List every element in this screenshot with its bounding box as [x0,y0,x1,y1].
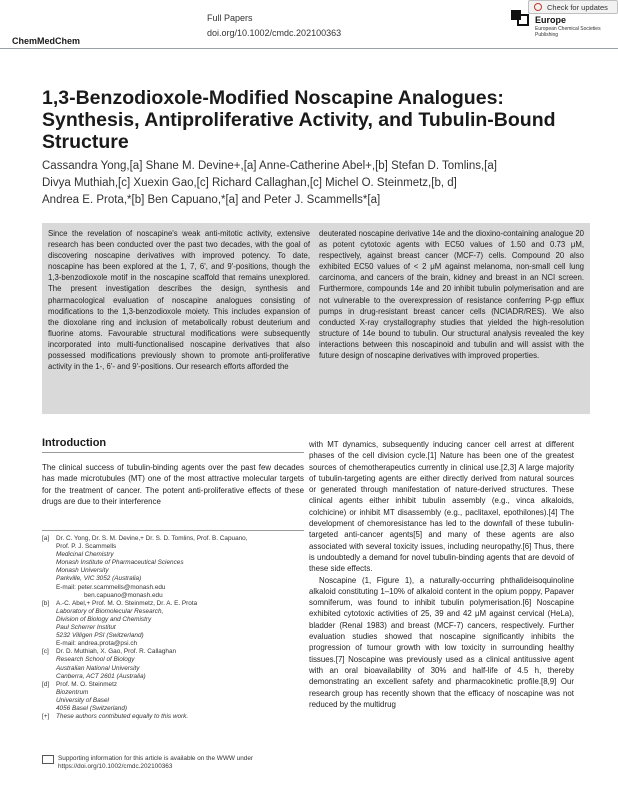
doi-link[interactable]: doi.org/10.1002/cmdc.202100363 [207,28,342,38]
affiliation-line: Australian National University [56,664,140,672]
affiliation-line: Canberra, ACT 2601 (Australia) [56,672,146,680]
affiliation-entry [42,713,304,721]
journal-name: ChemMedChem [12,36,81,46]
affiliation-line: University of Basel [56,696,109,704]
author-list [42,158,562,209]
affiliation-entry [42,648,304,680]
affiliation-line: Dr. D. Muthiah, X. Gao, Prof. R. Callaghan [56,648,177,656]
affiliation-key: [a] [42,535,50,542]
affiliation-line: A.-C. Abel,+ Prof. M. O. Steinmetz, Dr. A. E. Prota [56,599,198,607]
publisher-logo-text: Europe [535,15,567,25]
affiliation-key: [+] [42,713,50,721]
affiliation-line: Prof. M. O. Steinmetz [56,680,118,688]
affiliation-key: [c] [42,648,49,656]
abstract-right-column: deuterated noscapine derivative 14e and the dioxino-containing analogue 20 as potent cytotoxic agents with EC50 values of 1.50 and 0.73 μM, respectively, against breast cancer (MCF-7) cells. Compound 20 also exhibited EC50 values of < 2 μM against melanoma, non-small cell lung carcinoma, and cancers of the brain, kidney and breast in an NCI screen. Furthermore, compounds 14e and 20 inhibit tubulin polymerisation and are not vulnerable to the overexpression of resistance conferring P-gp efflux pumps in drug-resistant breast cancer cells (NCIADR/RES). We also conducted X-ray crystallography studies that yielded the high-resolution structure of 14e bound to tubulin. Our structural analysis revealed the key interactions between this noscapinoid and tubulin and will assist with the future design of noscapine derivatives with improved properties. [319,229,584,361]
section-divider [42,452,304,453]
affiliation-line: 4056 Basel (Switzerland) [56,704,128,712]
affiliation-line: Division of Biology and Chemistry [56,615,152,623]
supporting-info [42,755,304,771]
affiliations-divider [42,530,304,531]
supporting-info-text[interactable]: Supporting information for this article is available on the WWW under https://doi.org/10.1002/cmdc.202100363 [58,755,254,771]
header-divider [0,48,618,49]
affiliation-line: Monash University [56,567,109,575]
affiliations [42,535,304,721]
introduction-heading: Introduction [42,437,107,449]
introduction-left-text: The clinical success of tubulin-binding agents over the past few decades has made microtubules (MT) one of the most attractive molecular targets for the treatment of cancer. The potent anti-proliferative effects of these drugs are due to their interference [42,463,304,506]
affiliation-entry [42,600,304,649]
paragraph: Noscapine (1, Figure 1), a naturally-occurring phthalideisoquinoline alkaloid constituting 1–10% of alkaloid content in the opium poppy, Papaver somniferum, was found to inhibit tubulin polymerisation.[6] Noscapine exhibited cytotoxic activities of 25, 39 and 42 μM against cervical (HeLa), bladder (Renal 1983) and breast (MCF-7) cancers, respectively. Further evaluation studies showed that noscapine significantly inhibits the progression of tumour growth with low toxicity in surrounding healthy tissues.[7] Noscapine was previously used as a clinical antitussive agent with an oral bioavailability of 30% and half-life of 4.5 h, thereby demonstrating an excellent safety and pharmacokinetic profile.[8,9] Our research group has recently shown that the efficacy of noscapine was not reduced by the multidrug [309,575,574,709]
body-right-column [309,439,574,710]
email-link[interactable]: E-mail: peter.scammells@monash.edu [56,583,166,591]
affiliation-line: 5232 Villigen PSI (Switzerland) [56,632,144,640]
email-link[interactable]: E-mail: andrea.prota@psi.ch [56,640,138,648]
affiliation-line: Biozentrum [56,688,89,696]
affiliation-key: [d] [42,680,50,688]
paragraph: with MT dynamics, subsequently inducing cancer cell arrest at different phases of the cell division cycle.[1] Nature has been one of the greatest sources of chemotherapeutics currently in clinical use.[2,3] A large majority of tubulin-targeting agents are either directly derived from natural sources or generated through manifestation of nature-derived structures. These clinical agents either inhibit tubulin assembly (e.g., vinca alkaloids, colchicine) or inhibit MT disassembly (e.g., paclitaxel, epothilones).[4] The development of chemoresistance has led to the downfall of these tubulin-targeted anti-cancer agents[5] and many of these agents are also associated with several toxicity issues, including neuropathy.[6] Thus, there is undoubtedly a demand for novel tubulin-binding agents that are devoid of these side effects. [309,440,574,574]
affiliation-line: These authors contributed equally to this work. [56,713,189,721]
author-line: Divya Muthiah,[c] Xuexin Gao,[c] Richard Callaghan,[c] Michel O. Steinmetz,[b, d] [42,177,457,189]
affiliation-line: Laboratory of Biomolecular Research, [56,607,164,615]
update-badge-icon [534,3,542,11]
author-line: Cassandra Yong,[a] Shane M. Devine+,[a] Anne-Catherine Abel+,[b] Stefan D. Tomlins,[a] [42,160,497,172]
affiliation-line: Research School of Biology [56,656,135,664]
affiliation-entry [42,681,304,713]
section-label: Full Papers [207,13,253,23]
author-line: Andrea E. Prota,*[b] Ben Capuano,*[a] and Peter J. Scammells*[a] [42,194,381,206]
affiliation-line: Prof. P. J. Scammells [56,543,117,551]
supporting-info-icon [42,755,54,764]
affiliation-line: Medicinal Chemistry [56,551,114,559]
publisher-logo-icon [509,6,531,28]
article-title: 1,3-Benzodioxole-Modified Noscapine Analogues: Synthesis, Antiproliferative Activity, and Tubulin-Bound Structure [42,87,556,153]
email-link[interactable]: ben.capuano@monash.edu [84,591,163,599]
affiliation-line: Parkville, VIC 3052 (Australia) [56,575,142,583]
publisher-subtitle: European Chemical Societies Publishing [535,26,601,38]
abstract-left-column: Since the revelation of noscapine's weak anti-mitotic activity, extensive research has been conducted over the past two decades, with the goal of discovering noscapine derivatives with improved potency. To date, noscapine has been explored at the 1, 7, 6', and 9'-positions, though the 1,3-benzodioxole motif in the noscapine scaffold that remains unexplored. The present investigation describes the design, synthesis and pharmacological evaluation of noscapine analogues consisting of modifications to the 1,3-benzodioxole moiety. This includes expansion of the dioxolane ring and inclusion of metabolically robust deuterium and fluorine atoms. Favourable structural modifications were subsequently incorporated into multi-functionalised noscapine derivatives that also possessed modifications previously shown to promote anti-proliferative activity in the 1-, 6'- and 9'-positions. Our research efforts afforded the [48,229,310,372]
affiliation-entry [42,535,304,600]
check-for-updates-button[interactable]: Check for updates [528,0,618,14]
affiliation-line: Paul Scherrer Institut [56,624,116,632]
affiliation-line: Dr. C. Yong, Dr. S. M. Devine,+ Dr. S. D. Tomlins, Prof. B. Capuano, [56,535,248,542]
affiliation-key: [b] [42,599,50,607]
affiliation-line: Monash Institute of Pharmaceutical Sciences [56,559,184,567]
